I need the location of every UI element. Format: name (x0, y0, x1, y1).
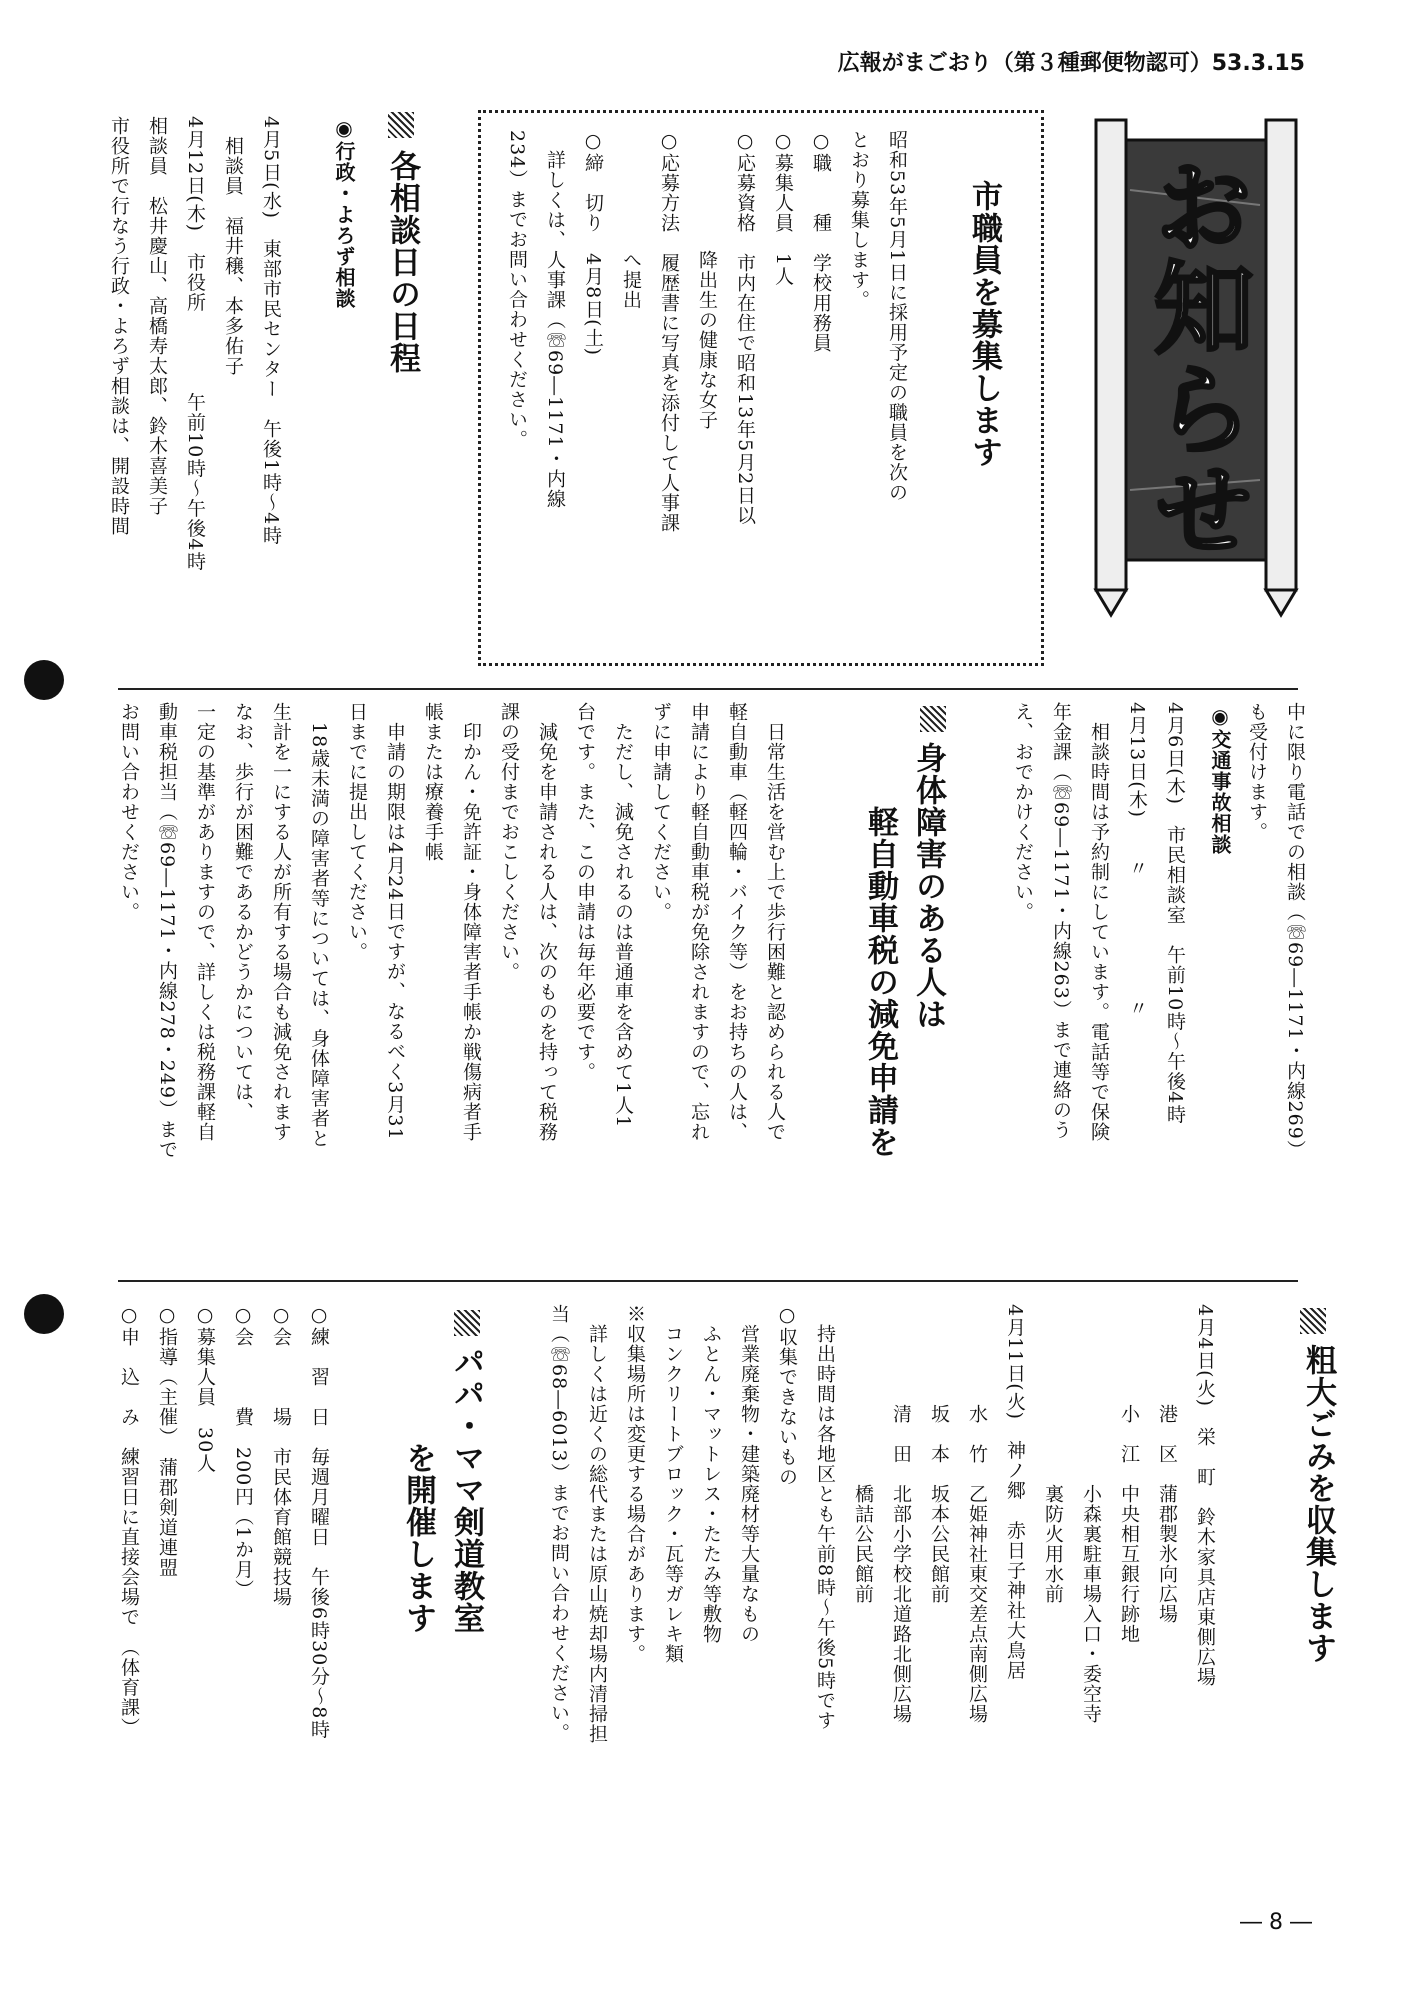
punch-hole-bottom (24, 1294, 64, 1334)
garbage-title: 粗大ごみを収集します (1300, 1344, 1336, 1664)
page-number: ― 8 ― (1240, 1910, 1312, 1935)
tax-title: 身体障害のある人は 軽自動車税の減免申請を (862, 742, 946, 1158)
punch-hole-top (24, 660, 64, 700)
consult-cont-body: 中に限り電話での相談（☏69―1171・内線269） も受付けます。 (1246, 702, 1306, 1160)
tax-body: 日常生活を営む上で歩行困難と認められる人で 軽自動車（軽四輪・バイク等）をお持ちの人は、 申請により軽自動車税が免除されますので、忘れ ずに申請してください。 ただし、減免されるのは普通車を含めて1人1 台です。また、この申請は毎年必要です。 減免を申請される人は、次のものを持って税務 課の受付までおこしください。 印かん・免許証・身体障害者手帳か戦傷病者手 帳または療養手帳 申請の期限は4月24日ですが、なるべく3月31 日までに提出してください。 18歳未満の障害者等については、身体障害者と 生計を一にする人が所有する場合も減免されます なお、歩行が困難であるかどうかについては、 一定の基準がありますので、詳しくは税務課軽自 動車税担当（☏69―1171・内線278・249）まで お問い合わせください。 (118, 702, 786, 1160)
consult-title-marker (388, 112, 414, 148)
tax-title-marker (920, 706, 946, 742)
consult-body: 4月5日(水) 東部市民センター 午後1時～4時 相談員 福井穣、本多佑子 4月12日(木) 市役所 午前10時～午後4時 相談員 松井慶山、高橋寿太郎、鈴木喜美子 市役所で行なう行政・よろず相談は、開設時間 (108, 116, 282, 572)
kendo-title-marker (454, 1310, 480, 1346)
traffic-subtitle: ◉交通事故相談 (1208, 704, 1232, 855)
notice-logo (1090, 110, 1300, 620)
recruit-title: 市職員を募集します (966, 180, 1002, 468)
consult-title: 各相談日の日程 (384, 150, 420, 374)
page-header: 広報がまごおり（第３種郵便物認可）53.3.15 (837, 51, 1305, 76)
section-divider-upper (118, 688, 1298, 690)
recruit-body: 昭和53年5月1日に採用予定の職員を次の とおり募集します。 ○職 種 学校用務員 ○募集人員 1人 ○応募資格 市内在住で昭和13年5月2日以 降出生の健康な女子 ○応募方法 履歴書に写真を添付して人事課 へ提出 ○締 切り 4月8日(土) 詳しくは、人事課（☏69―1171・内線 234）までお問い合わせください。 (506, 130, 908, 533)
notice-logo-text: お知らせ (1137, 155, 1254, 559)
traffic-body: 4月6日(木) 市民相談室 午前10時～午後4時 4月13日(木) 〃 〃 相談時間は予約制にしています。電話等で保険 年金課（☏69―1171・内線263）まで連絡のう え、おでかけください。 (1012, 702, 1186, 1142)
kendo-body: ○練 習 日 毎週月曜日 午後6時30分～8時 ○会 場 市民体育館競技場 ○会 費 200円（1か月） ○募集人員 30人 ○指導（主催） 蒲郡剣道連盟 ○申 込 み 練習日に直接会場で （体育課） (118, 1304, 330, 1740)
section-divider-lower (118, 1280, 1298, 1282)
garbage-body: 4月4日(火) 栄 町 鈴木家具店東側広場 港 区 蒲郡製氷向広場 小 江 中央相互銀行跡地 小森裏駐車場入口・委空寺 裏防火用水前 4月11日(火) 神ノ郷 赤日子神社大鳥居 水 竹 乙姫神社東交差点南側広場 坂 本 坂本公民館前 清 田 北部小学校北道路北側広場 橋詰公民館前 持出時間は各地区とも午前8時～午後5時です ○収集できないもの 営業廃棄物・建築廃材等大量なもの ふとん・マットレス・たたみ等敷物 コンクリートブロック・瓦等ガレキ類 ※収集場所は変更する場合があります。 詳しくは近くの総代または原山焼却場内清掃担 当（☏68―6013）までお問い合わせください。 (548, 1304, 1216, 1744)
kendo-title: パパ・ママ剣道教室 を開催します (400, 1346, 484, 1634)
consult-subtitle: ◉行政・よろず相談 (332, 116, 356, 309)
garbage-title-marker (1300, 1308, 1326, 1344)
